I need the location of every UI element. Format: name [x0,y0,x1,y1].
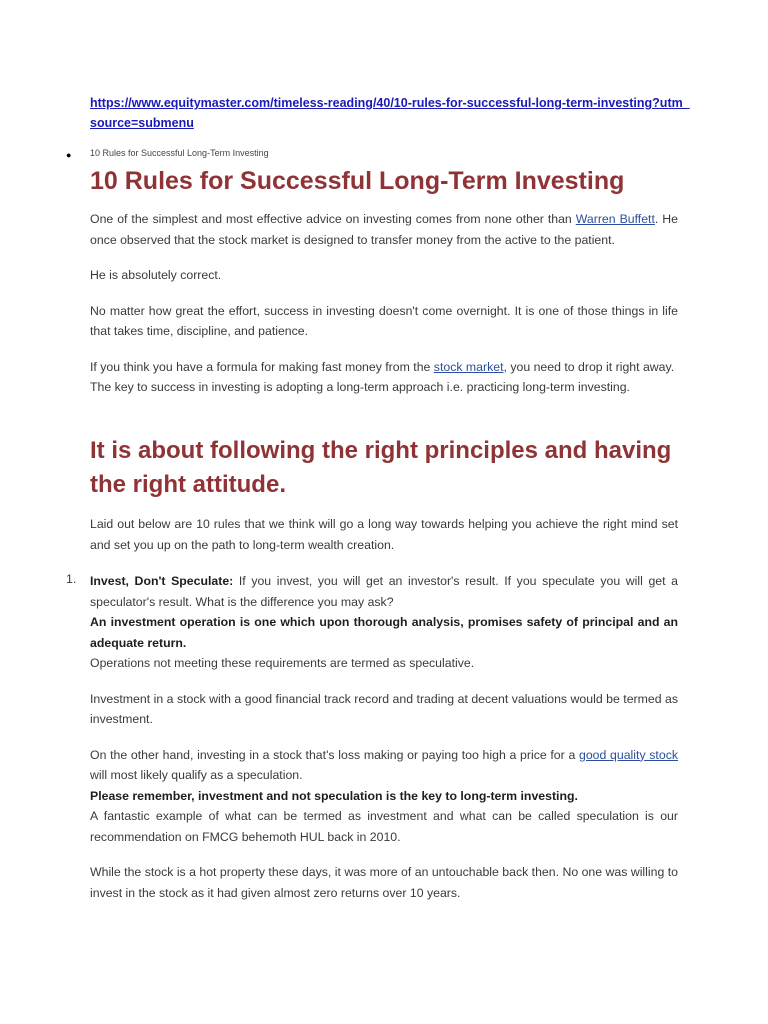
rule-1-definition-text: An investment operation is one which upon thorough analysis, promises safety of principal and an adequate return. [90,615,678,650]
rule-1-remember-text: Please remember, investment and not speculation is the key to long-term investing. [90,788,578,803]
rule-1-text: If you invest, you will get an investor's result. If you speculate you will get a speculator's result. What is the difference you may ask? [90,574,678,609]
rule-number: 1. [66,572,77,586]
intro-text: One of the simplest and most effective advice on investing comes from none other than [90,212,576,226]
source-url-link[interactable]: https://www.equitymaster.com/timeless-reading/40/10-rules-for-successful-long-term-investing?utm_source=submenu [90,96,690,130]
rule-1-title: Invest, Don't Speculate: [90,574,234,588]
rule-1-section [90,571,678,903]
intro-text: , you need to drop it right away. [503,359,675,374]
bullet-dot-icon: ● [66,150,72,160]
intro-paragraph-2: He is absolutely correct. [90,268,222,282]
intro-paragraph-5: The key to success in investing is adopting a long-term approach i.e. practicing long-term investing. [90,380,630,394]
rule-1-intro [90,571,678,612]
page-title: 10 Rules for Successful Long-Term Investing [90,167,625,195]
rule-1-other-hand [90,745,678,786]
intro-text: . He once observed that the stock market is designed to transfer money from the active to the patient. [90,212,679,247]
rule-1-example: A fantastic example of what can be termed as investment and what can be called speculation is our recommendation on FMCG behemoth HUL back in 2010. [90,809,678,844]
rule-1-hot-property: While the stock is a hot property these days, it was more of an untouchable back then. No one was willing to invest in the stock as it had given almost zero returns over 10 years. [90,865,678,900]
rule-1-investment: Investment in a stock with a good financial track record and trading at decent valuations would be termed as investment. [90,691,678,726]
rule-1-text: On the other hand, investing in a stock that's loss making or paying too high a price for a [90,747,579,762]
rule-1-definition [90,612,678,653]
warren-buffett-link[interactable]: Warren Buffett [575,212,655,226]
intro-paragraph-3: No matter how great the effort, success in investing doesn't come overnight. It is one of those things in life that takes time, discipline, and patience. [90,303,678,338]
lead-section [90,514,678,555]
rule-1-operations: Operations not meeting these requirements are termed as speculative. [90,656,475,670]
bullet-item: 10 Rules for Successful Long-Term Investing [90,148,269,158]
section-heading: It is about following the right principles and having the right attitude. [90,437,672,498]
rule-1-text: will most likely qualify as a speculation. [90,768,303,782]
rule-1-remember [90,786,678,807]
good-quality-stock-link[interactable]: good quality stock [578,747,678,762]
intro-section [90,209,678,398]
intro-paragraph-1 [90,209,678,250]
intro-text: If you think you have a formula for making fast money from the [90,359,434,374]
stock-market-link[interactable]: stock market [433,359,504,374]
lead-paragraph: Laid out below are 10 rules that we think will go a long way towards helping you achieve the right mind set and set you up on the path to long-term wealth creation. [90,517,678,552]
intro-paragraph-4 [90,357,678,378]
